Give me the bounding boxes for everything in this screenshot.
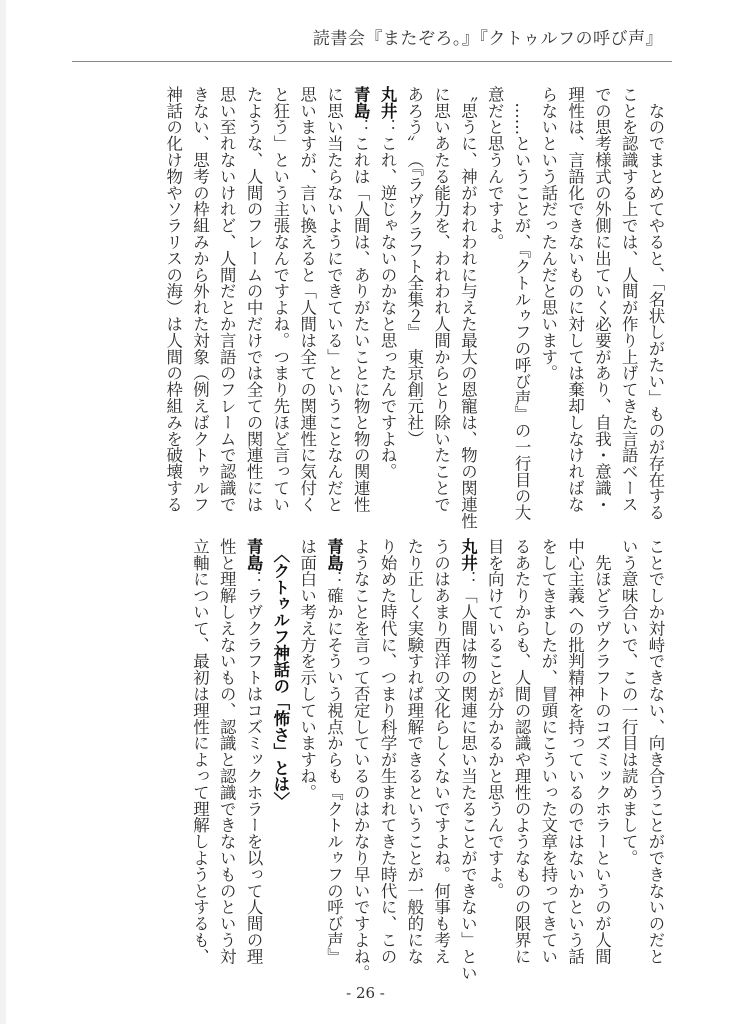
section-heading (266, 538, 293, 968)
line-text: ：ラヴクラフトはコズミックホラーを以って人間の理 (244, 570, 264, 965)
text-tier-bottom (78, 538, 668, 981)
line-text: らないという話だったんだと思います。 (538, 86, 558, 382)
line-text: いう意味合いで、この一行目は読めまして。 (619, 538, 639, 866)
text-line (427, 86, 454, 516)
line-text: 意だと思うんですよ。 (485, 86, 505, 250)
text-line (400, 538, 427, 968)
running-title: 読書会『またぞろ。』『クトゥルフの呼び声』 (312, 29, 663, 49)
text-line (561, 538, 588, 968)
text-line (293, 86, 320, 516)
text-line (480, 86, 507, 516)
text-line (400, 86, 427, 516)
line-text: り始めた時代に、つまり科学が生まれてきた時代に、この (378, 538, 398, 965)
line-text: うのはあまり西洋の文化らしくないですよね。何事も考え (431, 538, 451, 965)
line-text: あろう〟 （『ラヴクラフト全集２』 東京創元社） (404, 86, 424, 447)
text-line (534, 538, 561, 968)
line-text: に思い当たらないようにできている」ということなんだと (324, 86, 344, 513)
line-text: きない、思考の枠組みから外れた対象（例えばクトゥルフ (190, 86, 210, 513)
speaker-name: 青島 (324, 538, 344, 571)
line-text: をしてきましたが、冒頭にこういった文章を持ってきてい (538, 538, 558, 965)
line-text: ようなことを言って否定しているのはかなり早いですよね。 (351, 538, 371, 981)
line-text: 思いますが、言い換えると「人間は全ての関連性に気付く (297, 86, 317, 513)
text-line (373, 538, 400, 968)
text-line (239, 538, 266, 968)
speaker-name: 青島 (351, 86, 371, 119)
text-line (320, 538, 347, 968)
text-line (373, 86, 400, 516)
page-edge (0, 0, 6, 1024)
text-line (293, 538, 320, 968)
text-line (239, 86, 266, 516)
line-text: は面白い考え方を示していますね。 (297, 538, 317, 801)
speaker-name: 丸井 (458, 538, 478, 571)
speaker-name: 丸井 (378, 86, 398, 119)
text-line (320, 86, 347, 516)
header-rule (72, 61, 672, 62)
line-text: るあたりからも、人間の認識や理性のようなものの限界に (512, 538, 532, 965)
line-text: たような、人間のフレームの中だけでは全ての関連性には (244, 86, 264, 513)
text-line (159, 86, 186, 516)
text-line (614, 538, 641, 968)
text-line (561, 86, 588, 516)
text-line (588, 86, 615, 516)
text-line (186, 86, 213, 516)
line-text: ことを認識する上では、人間が作り上げてきた言語ベース (619, 86, 639, 513)
line-text: に思いあたる能力を、われわれ人間からとり除いたことで (431, 86, 451, 513)
text-line (614, 86, 641, 516)
text-line (212, 86, 239, 516)
text-line (454, 86, 481, 529)
section-heading-text: 〈クトゥルフ神話の「怖さ」とは〉 (270, 538, 290, 809)
line-text: ことでしか対峙できない、向き合うことができないのだと (646, 538, 665, 965)
text-line (346, 86, 373, 516)
text-line (212, 538, 239, 968)
text-line (534, 86, 561, 516)
text-line (186, 538, 213, 968)
text-line (507, 538, 534, 968)
text-tier-top (78, 86, 668, 529)
page-number: - 26 - (346, 984, 385, 1002)
line-text: 立軸について、最初は理性によって理解しようとするも、 (190, 538, 210, 965)
text-line (346, 538, 373, 981)
text-line (480, 538, 507, 968)
line-text: での思考様式の外側に出ていく必要があり、自我・意識・ (592, 86, 612, 513)
line-text: 中心主義への批判精神を持っているのではないかという話 (565, 538, 585, 965)
line-text: 理性は、言語化できないものに対しては棄却しなければな (565, 86, 585, 513)
text-line (454, 538, 481, 981)
line-text: ：確かにそういう視点からも『クトルゥフの呼び声』 (324, 570, 344, 965)
line-text: 思い至れないけれど、人間だとか言語のフレームで認識で (217, 86, 237, 513)
speaker-name: 青島 (244, 538, 264, 571)
text-line (266, 86, 293, 516)
line-text: ：これは「人間は、ありがたいことに物と物の関連性 (351, 118, 371, 513)
line-text: なのでまとめてやると、「名状しがたい」ものが存在する (646, 86, 665, 521)
line-text: と狂う」という主張なんですよね。つまり先ほど言ってい (270, 86, 290, 513)
text-line (427, 538, 454, 968)
text-line (507, 86, 534, 521)
line-text: 目を向けていることが分かるかと思うんですよ。 (485, 538, 505, 899)
line-text: 神話の化け物やソラリスの海）は人間の枠組みを破壊する (163, 86, 183, 513)
line-text: 性と理解しえないもの、認識と認識できないものという対 (217, 538, 237, 965)
line-text: 〝思うに、神がわれわれに与えた最大の恩寵は、物の関連性 (458, 86, 478, 529)
text-line (641, 538, 668, 968)
line-text: たり正しく実験すれば理解できるということが一般的にな (404, 538, 424, 965)
line-text: 先ほどラヴクラフトのコズミックホラーというのが人間 (592, 538, 612, 965)
text-line (641, 86, 668, 521)
line-text: ……ということが、『クトルゥフの呼び声』の一行目の大 (512, 86, 532, 521)
line-text: ：「人間は物の関連に思い当たることができない」とい (458, 570, 478, 981)
line-text: ：これ、逆じゃないのかなと思ったんですよね。 (378, 118, 398, 480)
text-line (588, 538, 615, 968)
